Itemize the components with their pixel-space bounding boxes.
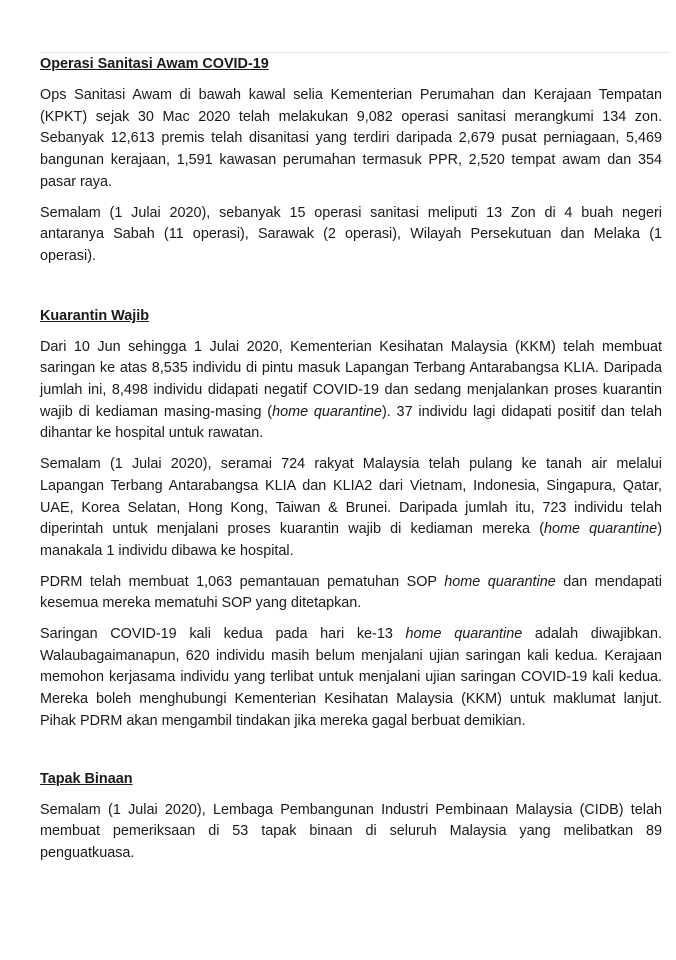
document-body bbox=[40, 55, 670, 874]
section-heading: Operasi Sanitasi Awam COVID-19 bbox=[40, 56, 269, 72]
paragraph: Dari 10 Jun sehingga 1 Julai 2020, Kementerian Kesihatan Malaysia (KKM) telah membuat saringan ke atas 8,535 individu di pintu masuk Lapangan Terbang Antarabangsa KLIA. Daripada jumlah ini, 8,498 individu didapati negatif COVID-19 dan sedang menjalankan proses kuarantin wajib di kediaman masing-masing (home quarantine). 37 individu lagi didapati positif dan telah dihantar ke hospital untuk rawatan. bbox=[40, 338, 662, 442]
section-heading: Tapak Binaan bbox=[40, 770, 133, 787]
section-kuarantin-wajib bbox=[40, 307, 670, 733]
paragraph: PDRM telah membuat 1,063 pemantauan pematuhan SOP home quarantine dan mendapati kesemua mereka mematuhi SOP yang ditetapkan. bbox=[40, 573, 662, 612]
section-tapak-binaan bbox=[40, 770, 670, 865]
paragraph: Saringan COVID-19 kali kedua pada hari ke-13 home quarantine adalah diwajibkan. Walaubagaimanapun, 620 individu masih belum menjalani ujian saringan kali kedua. Kerajaan memohon kerjasama individu yang terlibat untuk menjalani ujian saringan COVID-19 kali kedua. Mereka boleh menghubungi Kementerian Kesihatan Malaysia (KKM) untuk maklumat lanjut. Pihak PDRM akan mengambil tindakan jika mereka gagal berbuat demikian. bbox=[40, 626, 662, 729]
paragraph: Semalam (1 Julai 2020), sebanyak 15 operasi sanitasi meliputi 13 Zon di 4 buah negeri antaranya Sabah (11 operasi), Sarawak (2 operasi), Wilayah Persekutuan dan Melaka (1 operasi). bbox=[40, 204, 662, 264]
top-divider bbox=[40, 52, 670, 53]
section-heading: Kuarantin Wajib bbox=[40, 307, 149, 324]
section-operasi-sanitasi bbox=[40, 55, 670, 268]
paragraph: Semalam (1 Julai 2020), seramai 724 rakyat Malaysia telah pulang ke tanah air melalui Lapangan Terbang Antarabangsa KLIA dan KLIA2 dari Vietnam, Indonesia, Singapura, Qatar, UAE, Korea Selatan, Hong Kong, Taiwan & Brunei. Daripada jumlah itu, 723 individu telah diperintah untuk menjalani proses kuarantin wajib di kediaman mereka (home quarantine) manakala 1 individu dibawa ke hospital. bbox=[40, 456, 662, 559]
paragraph: Ops Sanitasi Awam di bawah kawal selia Kementerian Perumahan dan Kerajaan Tempatan (KPKT) sejak 30 Mac 2020 telah melakukan 9,082 operasi sanitasi merangkumi 134 zon. Sebanyak 12,613 premis telah disanitasi yang terdiri daripada 2,679 pusat perniagaan, 5,469 bangunan kerajaan, 1,591 kawasan perumahan termasuk PPR, 2,520 tempat awam dan 354 pasar raya. bbox=[40, 87, 662, 190]
paragraph: Semalam (1 Julai 2020), Lembaga Pembangunan Industri Pembinaan Malaysia (CIDB) telah membuat pemeriksaan di 53 tapak binaan di seluruh Malaysia yang melibatkan 89 penguatkuasa. bbox=[40, 801, 662, 861]
